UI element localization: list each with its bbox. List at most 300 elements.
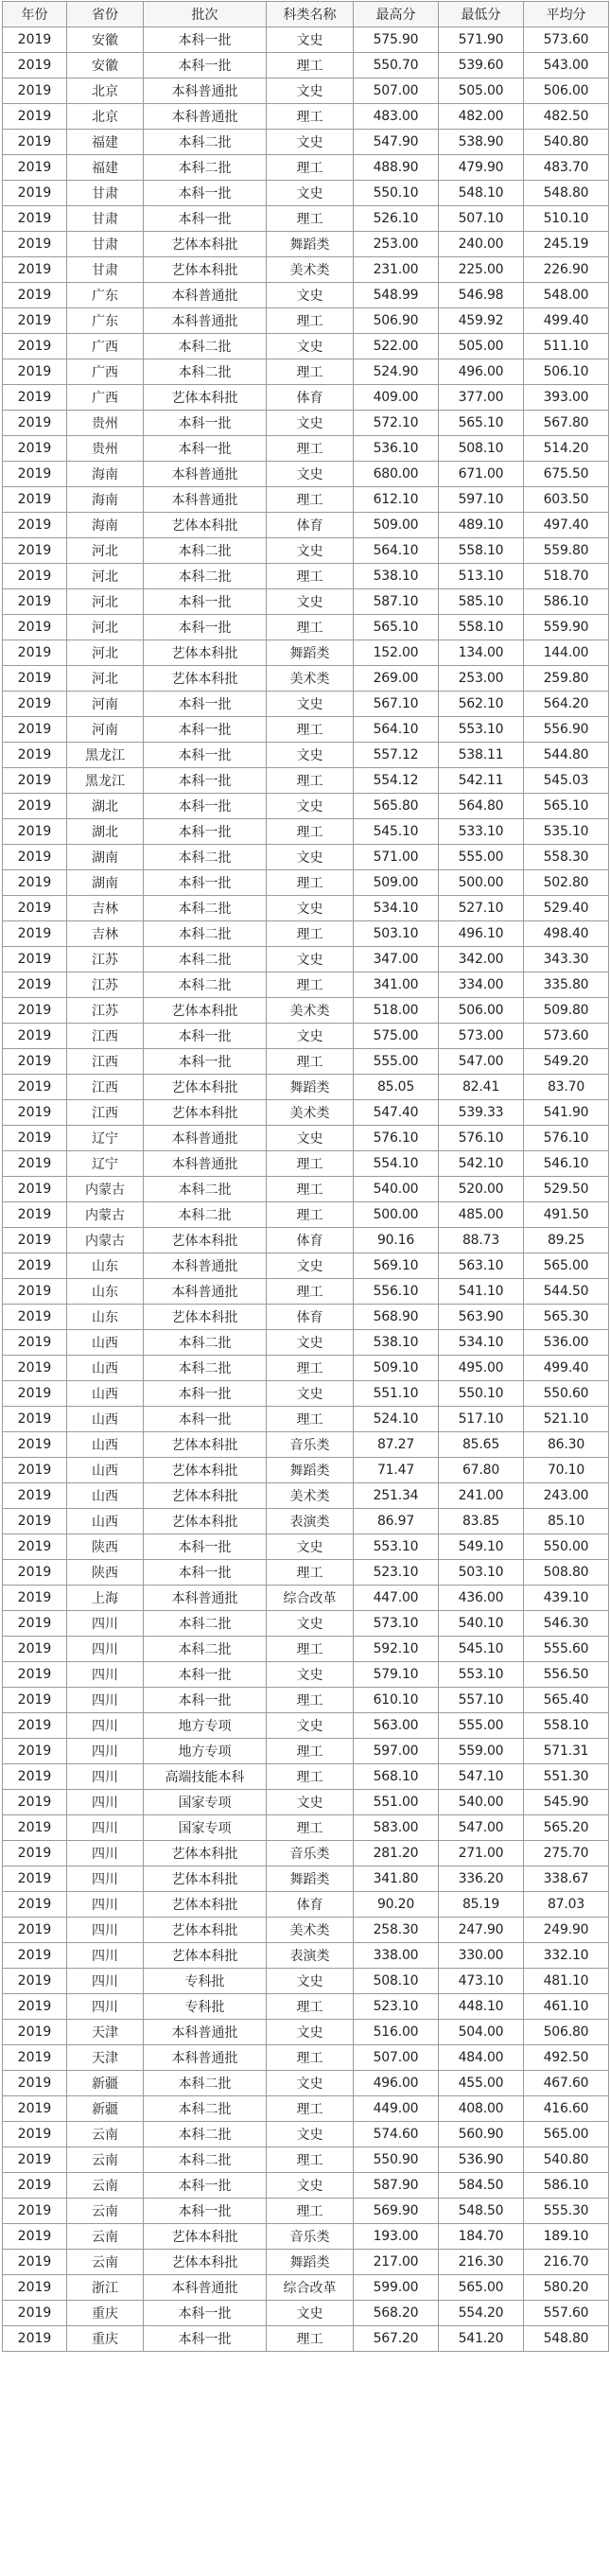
cell-max-score: 538.10 (354, 1330, 439, 1356)
cell-avg-score: 508.80 (524, 1560, 609, 1586)
table-row (3, 1969, 609, 1994)
cell-batch: 艺体本科批 (144, 1075, 267, 1100)
cell-min-score: 553.10 (439, 717, 524, 743)
cell-max-score: 540.00 (354, 1177, 439, 1202)
table-row (3, 181, 609, 206)
cell-province: 四川 (67, 1790, 144, 1815)
table-row (3, 666, 609, 692)
cell-max-score: 592.10 (354, 1637, 439, 1662)
cell-year: 2019 (3, 513, 67, 538)
cell-avg-score: 549.20 (524, 1049, 609, 1075)
cell-subject: 音乐类 (267, 1841, 354, 1866)
table-row (3, 615, 609, 640)
cell-avg-score: 564.20 (524, 692, 609, 717)
cell-subject: 理工 (267, 1049, 354, 1075)
cell-batch: 本科普通批 (144, 1126, 267, 1151)
cell-year: 2019 (3, 2326, 67, 2352)
cell-subject: 美术类 (267, 666, 354, 692)
cell-min-score: 495.00 (439, 1356, 524, 1381)
cell-year: 2019 (3, 385, 67, 411)
cell-max-score: 281.20 (354, 1841, 439, 1866)
cell-year: 2019 (3, 1509, 67, 1534)
cell-batch: 本科二批 (144, 1202, 267, 1228)
cell-min-score: 507.10 (439, 206, 524, 232)
cell-province: 山西 (67, 1356, 144, 1381)
cell-min-score: 553.10 (439, 1662, 524, 1688)
cell-subject: 理工 (267, 2326, 354, 2352)
cell-max-score: 538.10 (354, 564, 439, 589)
cell-min-score: 542.11 (439, 768, 524, 794)
cell-avg-score: 565.40 (524, 1688, 609, 1713)
cell-avg-score: 580.20 (524, 2275, 609, 2301)
cell-max-score: 563.00 (354, 1713, 439, 1739)
cell-min-score: 558.10 (439, 615, 524, 640)
cell-year: 2019 (3, 2301, 67, 2326)
cell-min-score: 503.10 (439, 1560, 524, 1586)
cell-province: 山东 (67, 1253, 144, 1279)
cell-batch: 艺体本科批 (144, 1100, 267, 1126)
cell-max-score: 550.10 (354, 181, 439, 206)
header-row (3, 2, 609, 27)
cell-avg-score: 567.80 (524, 411, 609, 436)
cell-year: 2019 (3, 1100, 67, 1126)
cell-province: 福建 (67, 155, 144, 181)
cell-province: 广西 (67, 334, 144, 359)
cell-min-score: 408.00 (439, 2096, 524, 2122)
cell-max-score: 152.00 (354, 640, 439, 666)
cell-year: 2019 (3, 615, 67, 640)
cell-province: 湖北 (67, 819, 144, 845)
cell-subject: 理工 (267, 359, 354, 385)
header-year: 年份 (3, 2, 67, 27)
cell-min-score: 504.00 (439, 2020, 524, 2045)
cell-year: 2019 (3, 743, 67, 768)
cell-avg-score: 467.60 (524, 2071, 609, 2096)
cell-year: 2019 (3, 359, 67, 385)
cell-year: 2019 (3, 1534, 67, 1560)
cell-subject: 舞蹈类 (267, 1075, 354, 1100)
cell-province: 山西 (67, 1381, 144, 1407)
table-row (3, 53, 609, 79)
cell-avg-score: 498.40 (524, 921, 609, 947)
cell-min-score: 241.00 (439, 1483, 524, 1509)
cell-min-score: 545.10 (439, 1637, 524, 1662)
cell-max-score: 564.10 (354, 538, 439, 564)
cell-year: 2019 (3, 1560, 67, 1586)
cell-province: 新疆 (67, 2071, 144, 2096)
cell-subject: 综合改革 (267, 2275, 354, 2301)
cell-year: 2019 (3, 1151, 67, 1177)
cell-min-score: 555.00 (439, 1713, 524, 1739)
cell-province: 广西 (67, 385, 144, 411)
cell-province: 云南 (67, 2122, 144, 2147)
cell-province: 山东 (67, 1279, 144, 1305)
cell-min-score: 459.92 (439, 308, 524, 334)
cell-min-score: 505.00 (439, 79, 524, 104)
table-row (3, 487, 609, 513)
cell-subject: 文史 (267, 1611, 354, 1637)
cell-subject: 文史 (267, 589, 354, 615)
cell-subject: 体育 (267, 1305, 354, 1330)
cell-year: 2019 (3, 462, 67, 487)
cell-batch: 高端技能本科 (144, 1764, 267, 1790)
cell-max-score: 509.00 (354, 870, 439, 896)
cell-max-score: 547.40 (354, 1100, 439, 1126)
cell-max-score: 217.00 (354, 2250, 439, 2275)
table-row (3, 130, 609, 155)
cell-subject: 文史 (267, 334, 354, 359)
cell-province: 黑龙江 (67, 743, 144, 768)
cell-subject: 文史 (267, 181, 354, 206)
cell-province: 重庆 (67, 2326, 144, 2352)
cell-batch: 本科普通批 (144, 1279, 267, 1305)
cell-avg-score: 557.60 (524, 2301, 609, 2326)
cell-batch: 本科一批 (144, 2326, 267, 2352)
cell-min-score: 541.20 (439, 2326, 524, 2352)
table-row (3, 1228, 609, 1253)
table-row (3, 1790, 609, 1815)
cell-min-score: 336.20 (439, 1866, 524, 1892)
cell-avg-score: 85.10 (524, 1509, 609, 1534)
cell-province: 贵州 (67, 436, 144, 462)
cell-subject: 理工 (267, 1637, 354, 1662)
table-row (3, 743, 609, 768)
cell-subject: 理工 (267, 1739, 354, 1764)
table-row (3, 283, 609, 308)
table-row (3, 2224, 609, 2250)
table-row (3, 1892, 609, 1918)
cell-year: 2019 (3, 538, 67, 564)
cell-subject: 文史 (267, 283, 354, 308)
cell-batch: 本科一批 (144, 411, 267, 436)
cell-province: 四川 (67, 1866, 144, 1892)
cell-batch: 本科一批 (144, 1407, 267, 1432)
table-row (3, 1356, 609, 1381)
cell-province: 河南 (67, 717, 144, 743)
cell-min-score: 82.41 (439, 1075, 524, 1100)
cell-batch: 本科二批 (144, 973, 267, 998)
cell-year: 2019 (3, 308, 67, 334)
cell-min-score: 541.10 (439, 1279, 524, 1305)
table-row (3, 1100, 609, 1126)
cell-min-score: 549.10 (439, 1534, 524, 1560)
cell-max-score: 597.00 (354, 1739, 439, 1764)
cell-avg-score: 529.50 (524, 1177, 609, 1202)
cell-year: 2019 (3, 1611, 67, 1637)
cell-avg-score: 439.10 (524, 1586, 609, 1611)
cell-min-score: 517.10 (439, 1407, 524, 1432)
cell-year: 2019 (3, 1330, 67, 1356)
cell-avg-score: 343.30 (524, 947, 609, 973)
cell-batch: 本科一批 (144, 1381, 267, 1407)
cell-subject: 舞蹈类 (267, 232, 354, 257)
table-row (3, 2071, 609, 2096)
cell-min-score: 334.00 (439, 973, 524, 998)
cell-province: 山西 (67, 1330, 144, 1356)
cell-province: 贵州 (67, 411, 144, 436)
cell-avg-score: 335.80 (524, 973, 609, 998)
cell-max-score: 193.00 (354, 2224, 439, 2250)
cell-max-score: 571.00 (354, 845, 439, 870)
cell-max-score: 338.00 (354, 1943, 439, 1969)
cell-max-score: 557.12 (354, 743, 439, 768)
cell-year: 2019 (3, 436, 67, 462)
cell-year: 2019 (3, 1637, 67, 1662)
cell-subject: 文史 (267, 743, 354, 768)
cell-batch: 本科二批 (144, 2071, 267, 2096)
cell-province: 云南 (67, 2250, 144, 2275)
cell-max-score: 567.10 (354, 692, 439, 717)
cell-avg-score: 556.50 (524, 1662, 609, 1688)
cell-max-score: 347.00 (354, 947, 439, 973)
cell-subject: 理工 (267, 1688, 354, 1713)
cell-year: 2019 (3, 27, 67, 53)
cell-max-score: 553.10 (354, 1534, 439, 1560)
cell-year: 2019 (3, 1790, 67, 1815)
table-row (3, 2250, 609, 2275)
cell-province: 湖南 (67, 845, 144, 870)
cell-subject: 理工 (267, 53, 354, 79)
cell-avg-score: 70.10 (524, 1458, 609, 1483)
cell-subject: 理工 (267, 206, 354, 232)
cell-batch: 本科普通批 (144, 1253, 267, 1279)
cell-min-score: 184.70 (439, 2224, 524, 2250)
cell-min-score: 539.60 (439, 53, 524, 79)
cell-year: 2019 (3, 53, 67, 79)
cell-min-score: 576.10 (439, 1126, 524, 1151)
cell-province: 黑龙江 (67, 768, 144, 794)
cell-avg-score: 565.30 (524, 1305, 609, 1330)
cell-max-score: 568.90 (354, 1305, 439, 1330)
cell-avg-score: 416.60 (524, 2096, 609, 2122)
cell-subject: 理工 (267, 1151, 354, 1177)
cell-avg-score: 571.31 (524, 1739, 609, 1764)
cell-province: 山西 (67, 1432, 144, 1458)
table-row (3, 1560, 609, 1586)
cell-subject: 理工 (267, 155, 354, 181)
cell-min-score: 534.10 (439, 1330, 524, 1356)
header-subject: 科类名称 (267, 2, 354, 27)
cell-province: 四川 (67, 1994, 144, 2020)
cell-batch: 本科一批 (144, 436, 267, 462)
cell-avg-score: 506.00 (524, 79, 609, 104)
cell-province: 湖北 (67, 794, 144, 819)
cell-batch: 本科二批 (144, 334, 267, 359)
cell-min-score: 558.10 (439, 538, 524, 564)
cell-avg-score: 555.60 (524, 1637, 609, 1662)
table-row (3, 462, 609, 487)
cell-subject: 文史 (267, 1253, 354, 1279)
cell-batch: 艺体本科批 (144, 1943, 267, 1969)
cell-subject: 文史 (267, 1790, 354, 1815)
cell-max-score: 508.10 (354, 1969, 439, 1994)
cell-subject: 文史 (267, 2071, 354, 2096)
cell-subject: 舞蹈类 (267, 1866, 354, 1892)
cell-province: 陕西 (67, 1534, 144, 1560)
cell-batch: 本科二批 (144, 564, 267, 589)
cell-min-score: 559.00 (439, 1739, 524, 1764)
cell-subject: 理工 (267, 1202, 354, 1228)
cell-province: 江西 (67, 1049, 144, 1075)
cell-year: 2019 (3, 104, 67, 130)
cell-avg-score: 551.30 (524, 1764, 609, 1790)
cell-province: 河北 (67, 666, 144, 692)
cell-year: 2019 (3, 1483, 67, 1509)
cell-max-score: 500.00 (354, 1202, 439, 1228)
cell-year: 2019 (3, 2096, 67, 2122)
cell-province: 湖南 (67, 870, 144, 896)
cell-subject: 舞蹈类 (267, 1458, 354, 1483)
cell-min-score: 520.00 (439, 1177, 524, 1202)
cell-max-score: 90.20 (354, 1892, 439, 1918)
cell-province: 四川 (67, 1943, 144, 1969)
cell-min-score: 538.90 (439, 130, 524, 155)
table-row (3, 1637, 609, 1662)
table-row (3, 79, 609, 104)
cell-avg-score: 393.00 (524, 385, 609, 411)
cell-subject: 理工 (267, 2147, 354, 2173)
cell-province: 广东 (67, 283, 144, 308)
table-row (3, 845, 609, 870)
cell-max-score: 567.20 (354, 2326, 439, 2352)
cell-subject: 文史 (267, 1969, 354, 1994)
cell-avg-score: 675.50 (524, 462, 609, 487)
cell-year: 2019 (3, 1739, 67, 1764)
cell-subject: 理工 (267, 104, 354, 130)
table-row (3, 2173, 609, 2199)
cell-avg-score: 86.30 (524, 1432, 609, 1458)
cell-avg-score: 338.67 (524, 1866, 609, 1892)
cell-min-score: 330.00 (439, 1943, 524, 1969)
cell-avg-score: 483.70 (524, 155, 609, 181)
cell-avg-score: 506.80 (524, 2020, 609, 2045)
cell-avg-score: 83.70 (524, 1075, 609, 1100)
cell-year: 2019 (3, 947, 67, 973)
table-row (3, 1279, 609, 1305)
cell-max-score: 572.10 (354, 411, 439, 436)
table-row (3, 104, 609, 130)
cell-year: 2019 (3, 998, 67, 1024)
cell-min-score: 473.10 (439, 1969, 524, 1994)
cell-max-score: 565.10 (354, 615, 439, 640)
cell-min-score: 555.00 (439, 845, 524, 870)
cell-year: 2019 (3, 1356, 67, 1381)
cell-subject: 理工 (267, 1177, 354, 1202)
cell-subject: 理工 (267, 921, 354, 947)
cell-avg-score: 481.10 (524, 1969, 609, 1994)
cell-avg-score: 492.50 (524, 2045, 609, 2071)
cell-province: 重庆 (67, 2301, 144, 2326)
cell-year: 2019 (3, 232, 67, 257)
cell-avg-score: 546.10 (524, 1151, 609, 1177)
table-row (3, 819, 609, 845)
cell-year: 2019 (3, 666, 67, 692)
table-row (3, 257, 609, 283)
cell-min-score: 547.10 (439, 1764, 524, 1790)
cell-year: 2019 (3, 1969, 67, 1994)
cell-min-score: 247.90 (439, 1918, 524, 1943)
cell-batch: 本科一批 (144, 206, 267, 232)
cell-year: 2019 (3, 819, 67, 845)
cell-year: 2019 (3, 1432, 67, 1458)
table-row (3, 2326, 609, 2352)
cell-min-score: 536.90 (439, 2147, 524, 2173)
cell-year: 2019 (3, 1764, 67, 1790)
cell-avg-score: 573.60 (524, 27, 609, 53)
cell-max-score: 569.90 (354, 2199, 439, 2224)
cell-min-score: 554.20 (439, 2301, 524, 2326)
cell-subject: 文史 (267, 411, 354, 436)
cell-max-score: 568.10 (354, 1764, 439, 1790)
cell-batch: 本科一批 (144, 1662, 267, 1688)
cell-subject: 文史 (267, 1126, 354, 1151)
cell-batch: 本科一批 (144, 1024, 267, 1049)
cell-batch: 艺体本科批 (144, 1483, 267, 1509)
cell-province: 河北 (67, 640, 144, 666)
cell-year: 2019 (3, 1841, 67, 1866)
cell-province: 四川 (67, 1918, 144, 1943)
cell-avg-score: 510.10 (524, 206, 609, 232)
cell-batch: 本科二批 (144, 947, 267, 973)
table-row (3, 2122, 609, 2147)
cell-max-score: 509.00 (354, 513, 439, 538)
cell-batch: 本科普通批 (144, 2020, 267, 2045)
cell-subject: 舞蹈类 (267, 2250, 354, 2275)
cell-subject: 舞蹈类 (267, 640, 354, 666)
cell-min-score: 563.90 (439, 1305, 524, 1330)
cell-max-score: 518.00 (354, 998, 439, 1024)
table-row (3, 436, 609, 462)
table-body (3, 27, 609, 2352)
cell-year: 2019 (3, 283, 67, 308)
cell-subject: 理工 (267, 308, 354, 334)
cell-max-score: 599.00 (354, 2275, 439, 2301)
cell-min-score: 562.10 (439, 692, 524, 717)
cell-min-score: 85.19 (439, 1892, 524, 1918)
table-row (3, 2147, 609, 2173)
cell-avg-score: 144.00 (524, 640, 609, 666)
cell-avg-score: 586.10 (524, 2173, 609, 2199)
cell-year: 2019 (3, 257, 67, 283)
cell-avg-score: 502.80 (524, 870, 609, 896)
table-row (3, 1202, 609, 1228)
cell-year: 2019 (3, 2045, 67, 2071)
table-row (3, 1483, 609, 1509)
cell-year: 2019 (3, 1866, 67, 1892)
cell-batch: 本科一批 (144, 615, 267, 640)
cell-province: 北京 (67, 79, 144, 104)
cell-batch: 本科普通批 (144, 487, 267, 513)
cell-avg-score: 518.70 (524, 564, 609, 589)
cell-avg-score: 514.20 (524, 436, 609, 462)
cell-subject: 文史 (267, 130, 354, 155)
cell-subject: 文史 (267, 692, 354, 717)
cell-max-score: 251.34 (354, 1483, 439, 1509)
cell-subject: 理工 (267, 1994, 354, 2020)
cell-max-score: 536.10 (354, 436, 439, 462)
cell-province: 海南 (67, 487, 144, 513)
cell-province: 甘肃 (67, 257, 144, 283)
cell-batch: 本科一批 (144, 717, 267, 743)
cell-province: 辽宁 (67, 1126, 144, 1151)
cell-max-score: 523.10 (354, 1994, 439, 2020)
cell-province: 天津 (67, 2020, 144, 2045)
cell-min-score: 560.90 (439, 2122, 524, 2147)
cell-subject: 理工 (267, 1407, 354, 1432)
cell-max-score: 509.10 (354, 1356, 439, 1381)
cell-avg-score: 536.00 (524, 1330, 609, 1356)
cell-year: 2019 (3, 589, 67, 615)
